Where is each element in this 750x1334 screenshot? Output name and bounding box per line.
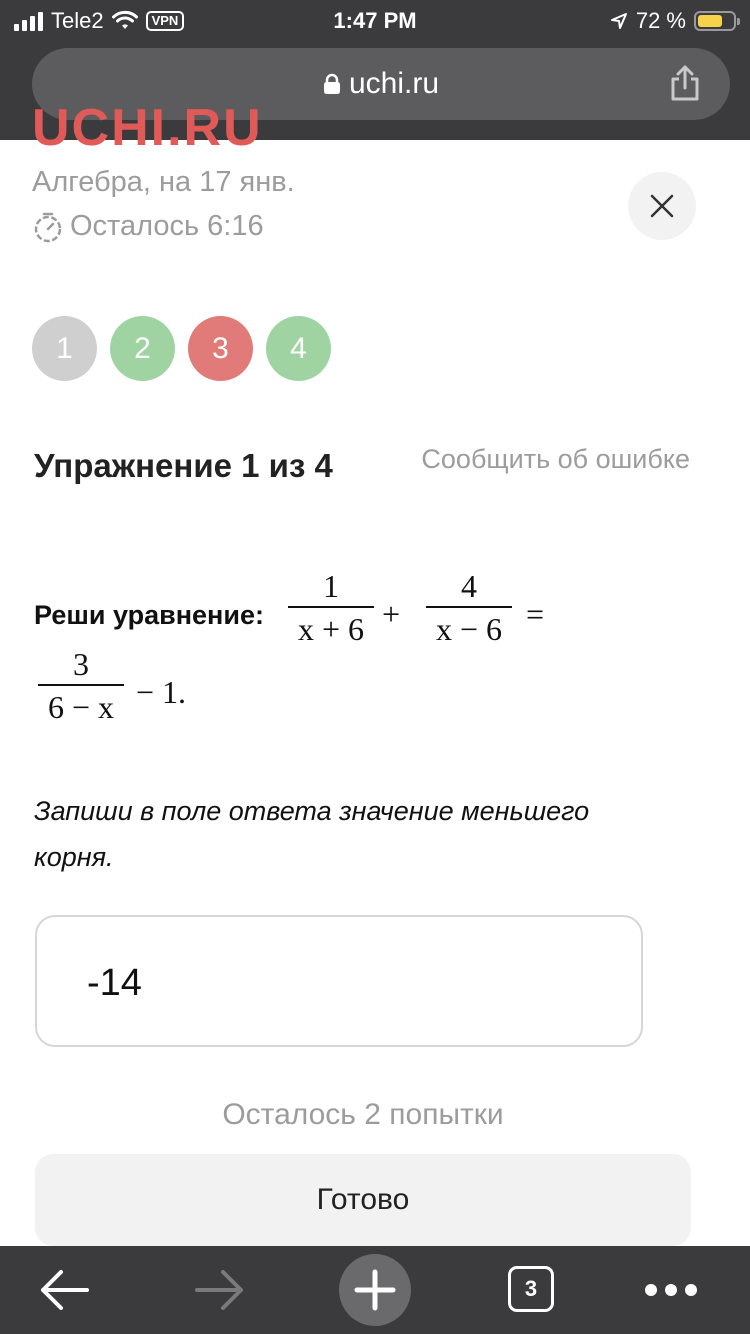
fraction-2: [426, 566, 512, 650]
instruction-text: Запиши в поле ответа значение меньшего корня.: [34, 796, 590, 872]
fraction-1-denominator: x + 6: [297, 611, 365, 647]
new-tab-button[interactable]: [339, 1254, 411, 1326]
tabs-icon[interactable]: 3: [508, 1266, 554, 1312]
status-time: 1:47 PM: [333, 8, 417, 33]
battery-percent: 72 %: [635, 8, 686, 33]
attempts-remaining: Осталось 2 попытки: [222, 1098, 504, 1131]
answer-input[interactable]: [35, 915, 643, 1047]
location-arrow-icon: [610, 12, 628, 30]
back-button[interactable]: [34, 1266, 94, 1314]
step-3[interactable]: 3: [188, 316, 253, 381]
timer-text: Осталось 6:16: [70, 210, 264, 242]
fraction-3-numerator: 3: [73, 646, 89, 682]
vpn-badge: VPN: [146, 11, 185, 31]
fraction-1: [288, 566, 374, 650]
carrier-name: Tele2: [51, 8, 104, 33]
more-button[interactable]: [640, 1276, 702, 1304]
stopwatch-icon: [32, 211, 64, 243]
equals-sign: =: [526, 596, 545, 632]
more-icon: [644, 1283, 698, 1297]
url-text: uchi.ru: [348, 67, 440, 100]
forward-button[interactable]: [190, 1266, 250, 1314]
lesson-timer: [32, 210, 264, 243]
report-error-link[interactable]: Сообщить об ошибке: [421, 444, 690, 474]
answer-value: -14: [87, 962, 142, 1004]
close-icon: [649, 193, 675, 219]
exercise-steps: [32, 316, 331, 381]
step-4[interactable]: 4: [266, 316, 331, 381]
battery-icon: [694, 11, 736, 31]
status-right: [610, 8, 736, 34]
plus-icon: [353, 1268, 397, 1312]
status-bar: [0, 0, 750, 42]
step-1[interactable]: 1: [32, 316, 97, 381]
battery-fill: [698, 15, 722, 27]
exercise-title: Упражнение 1 из 4: [34, 447, 333, 484]
lock-icon: [323, 74, 341, 94]
back-arrow-icon: [37, 1268, 91, 1312]
uchi-logo: UCHI.RU: [32, 99, 263, 157]
browser-toolbar: [0, 1246, 750, 1334]
fraction-2-numerator: 4: [461, 568, 477, 604]
fraction-2-denominator: x − 6: [435, 611, 503, 647]
forward-arrow-icon: [193, 1268, 247, 1312]
fraction-1-numerator: 1: [323, 568, 339, 604]
equation-tail: − 1.: [136, 674, 187, 710]
done-button[interactable]: Готово: [35, 1154, 691, 1246]
fraction-3: [38, 644, 124, 728]
step-2[interactable]: 2: [110, 316, 175, 381]
share-icon[interactable]: [668, 64, 702, 102]
plus-sign: +: [382, 596, 401, 632]
task-label: Реши уравнение:: [34, 600, 264, 630]
lesson-subject: Алгебра, на 17 янв.: [32, 166, 295, 198]
close-button[interactable]: [628, 172, 696, 240]
fraction-3-denominator: 6 − x: [47, 689, 115, 725]
